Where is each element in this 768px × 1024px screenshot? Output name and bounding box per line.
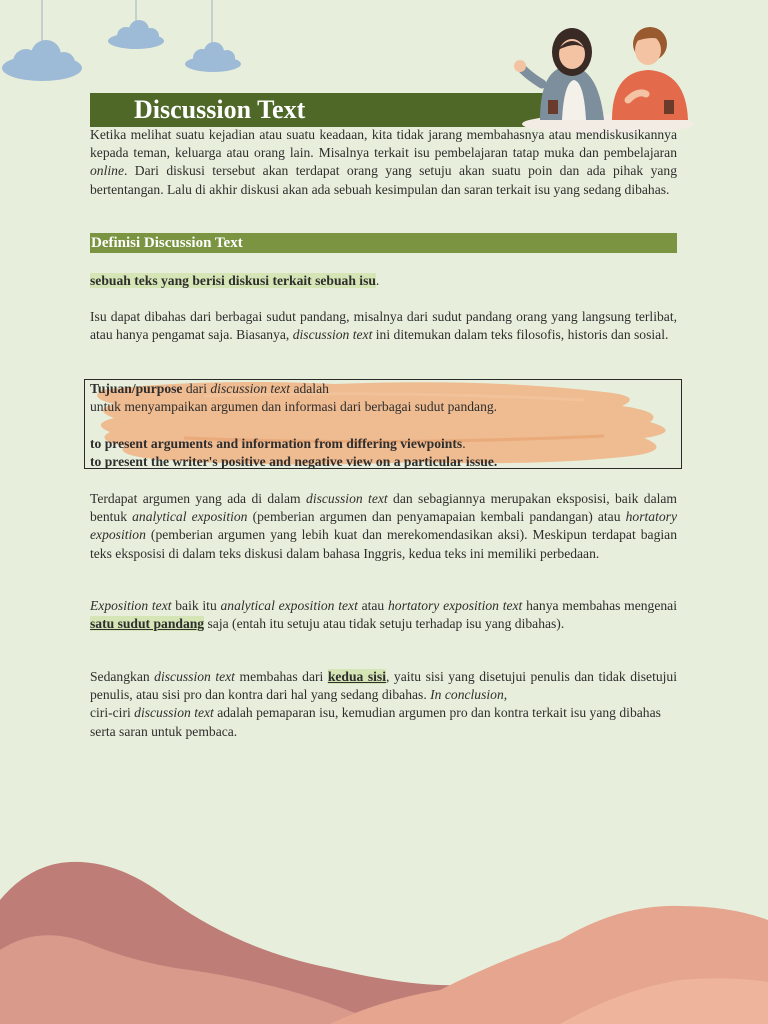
- mountain-landscape: [0, 840, 768, 1024]
- one-side-paragraph: Exposition text baik itu analytical exposition text atau hortatory exposition text hanya membahas mengenai satu sudut pandang saja (entah itu setuju atau tidak setuju terhadap isu yang dibahas).: [90, 598, 677, 632]
- one-side-highlight: satu sudut pandang: [90, 616, 205, 632]
- exposition-paragraph: Terdapat argumen yang ada di dalam discussion text dan sebagiannya merupakan eksposisi, baik dalam bentuk analytical exposition (pemberian argumen dan penyamapaian kembali pandangan) atau hortatory exposition (pemberian argumen yang lebih kuat dan merekomendasikan aksi). Meskipun terdapat bagian teks eksposisi di dalam teks diskusi dalam bahasa Inggris, kedua teks ini memiliki perbedaan.: [90, 491, 677, 561]
- definition-text: sebuah teks yang berisi diskusi terkait sebuah isu.: [90, 273, 380, 288]
- definition-highlight: sebuah teks yang berisi diskusi terkait sebuah isu: [90, 273, 376, 288]
- definition-heading: Definisi Discussion Text: [91, 235, 243, 251]
- people-illustration: [508, 20, 708, 140]
- cloud-icon: [185, 42, 241, 72]
- cloud-icon: [2, 40, 82, 81]
- viewpoint-paragraph: Isu dapat dibahas dari berbagai sudut pandang, misalnya dari sudut pandang orang yang langsung terlibat, atau hanya pengamat saja. Biasanya, discussion text ini ditemukan dalam teks filosofis, historis dan sosial.: [90, 309, 677, 343]
- page-title: Discussion Text: [134, 95, 306, 124]
- purpose-content: Tujuan/purpose dari discussion text adalah untuk menyampaikan argumen dan informasi dari berbagai sudut pandang. to present arguments and information from differing viewpoints. to present the writer's positive and negative view on a particular issue.: [90, 381, 498, 469]
- two-sides-paragraph: Sedangkan discussion text membahas dari kedua sisi, yaitu sisi yang disetujui penulis dan tidak disetujui penulis, atau sisi pro dan kontra dari hal yang sedang dibahas. In conclusion, ciri-ciri discussion text adalah pemaparan isu, kemudian argumen pro dan kontra terkait isu yang dibahas serta saran untuk pembaca.: [90, 669, 678, 739]
- two-sides-highlight: kedua sisi: [327, 669, 386, 684]
- cloud-icon: [108, 20, 164, 49]
- intro-paragraph: Ketika melihat suatu kejadian atau suatu keadaan, kita tidak jarang membahasnya atau mendiskusikannya kepada teman, keluarga atau orang lain. Misalnya terkait isu pembelajaran tatap muka dan pembelajaran online. Dari diskusi tersebut akan terdapat orang yang setuju akan suatu poin dan ada pihak yang bertentangan. Lalu di akhir diskusi akan ada sebuah kesimpulan dan saran terkait isu yang sedang dibahas.: [90, 127, 677, 197]
